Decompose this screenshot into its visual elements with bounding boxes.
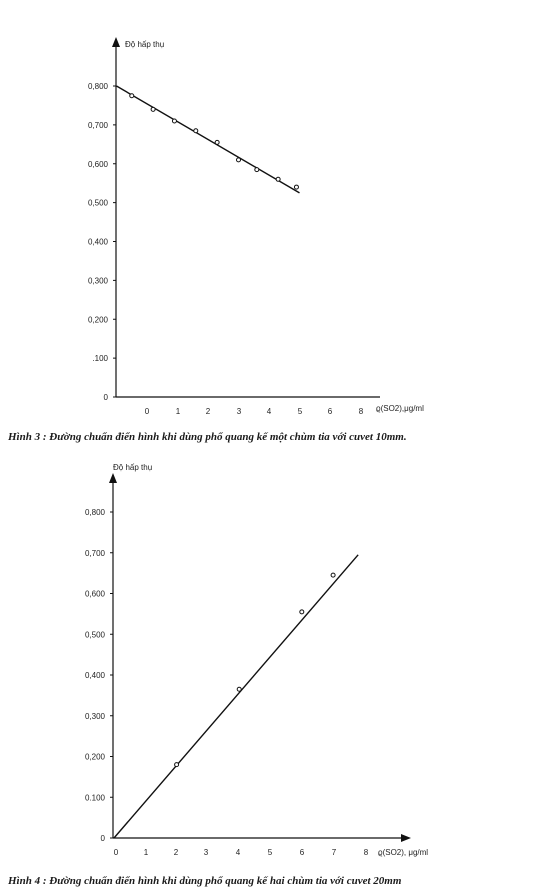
chart-2-y-ticks [85, 508, 113, 843]
chart-2-y-axis-title: Độ hấp thụ [113, 463, 153, 472]
chart-2 [7, 463, 428, 887]
chart-2-data-point [331, 573, 335, 577]
chart-1-x-tick-label: 4 [266, 407, 272, 416]
chart-1-y-tick-label: 0,600 [87, 159, 108, 169]
chart-2-y-tick-label: 0 [100, 834, 105, 843]
chart-1-data-point [151, 107, 155, 111]
chart-1-y-tick-label: 0,200 [87, 315, 108, 325]
chart-2-x-tick-label: 3 [203, 848, 209, 857]
chart-2-y-tick-label: 0,500 [84, 630, 105, 640]
chart-1-x-tick-label: 6 [327, 407, 333, 416]
chart-1-y-axis-title: Độ hấp thụ [125, 40, 165, 49]
chart-1-fit-line [117, 86, 300, 193]
chart-1-data-point [194, 129, 198, 133]
chart-2-x-tick-label: 4 [235, 848, 241, 857]
chart-2-x-axis-title: ϱ(SO2), μg/ml [378, 848, 429, 857]
chart-1-data-point [255, 168, 259, 172]
chart-1-y-tick-label: 0,400 [87, 237, 108, 247]
chart-2-x-tick-label: 6 [299, 848, 305, 857]
chart-1-y-tick-label: 0,800 [87, 82, 108, 91]
chart-2-x-tick-label: 1 [143, 848, 149, 857]
chart-2-caption: Hình 4 : Đường chuẩn điển hình khi dùng phổ quang kế hai chùm tia với cuvet 20mm [8, 875, 402, 887]
chart-1-x-tick-label: 1 [175, 407, 181, 416]
chart-2-y-axis-arrow [109, 473, 117, 483]
chart-1-data-point [215, 140, 219, 144]
chart-1-data-point [237, 158, 241, 162]
chart-1-y-ticks [88, 82, 116, 402]
chart-1-x-tick-label: 0 [144, 407, 150, 416]
chart-2-x-axis-arrow [401, 834, 411, 842]
chart-1-data-point [294, 185, 298, 189]
chart-2-x-tick-label: 8 [363, 848, 369, 857]
chart-2-x-tick-label: 2 [173, 848, 179, 857]
chart-2-x-tick-label: 0 [113, 848, 119, 857]
chart-1-data-point [172, 119, 176, 123]
chart-1-caption: Hình 3 : Đường chuẩn điển hình khi dùng phổ quang kế một chùm tia với cuvet 10mm. [8, 431, 407, 443]
chart-2-data-point [175, 763, 179, 767]
chart-2-x-tick-label: 7 [331, 848, 337, 857]
chart-2-y-tick-label: 0,200 [84, 752, 105, 762]
chart-1-y-tick-label: .100 [92, 354, 108, 364]
chart-1-x-tick-label: 3 [236, 407, 242, 416]
chart-2-data-point [237, 687, 241, 691]
chart-2-marks [114, 555, 358, 838]
chart-2-data-point [300, 610, 304, 614]
chart-2-y-tick-label: 0,400 [84, 671, 105, 680]
chart-2-y-tick-label: 0.100 [84, 793, 105, 803]
chart-2-y-tick-label: 0,300 [84, 711, 105, 721]
chart-1-data-point [130, 94, 134, 98]
chart-2-x-tick-label: 5 [267, 848, 273, 857]
chart-1-marks [117, 86, 300, 193]
chart-2-x-ticks [114, 848, 369, 857]
chart-2-y-tick-label: 0,700 [84, 548, 105, 558]
chart-2-y-tick-label: 0,600 [84, 589, 105, 599]
chart-1-x-tick-label: 5 [297, 407, 303, 416]
chart-1-y-tick-label: 0,300 [87, 276, 108, 286]
chart-2-fit-line [114, 555, 358, 838]
chart-1-y-tick-label: 0 [103, 393, 108, 402]
chart-1-x-axis-title: ϱ(SO2),μg/ml [376, 404, 424, 413]
chart-2-y-tick-label: 0,800 [84, 508, 105, 517]
chart-1-x-tick-label: 8 [358, 407, 364, 416]
chart-1-y-tick-label: 0,500 [87, 198, 108, 208]
chart-1-y-tick-label: 0,700 [87, 120, 108, 130]
chart-1 [7, 37, 424, 443]
chart-1-y-axis-arrow [112, 37, 120, 47]
chart-1-x-ticks [145, 407, 364, 416]
chart-1-x-tick-label: 2 [205, 407, 211, 416]
chart-1-data-point [276, 177, 280, 181]
